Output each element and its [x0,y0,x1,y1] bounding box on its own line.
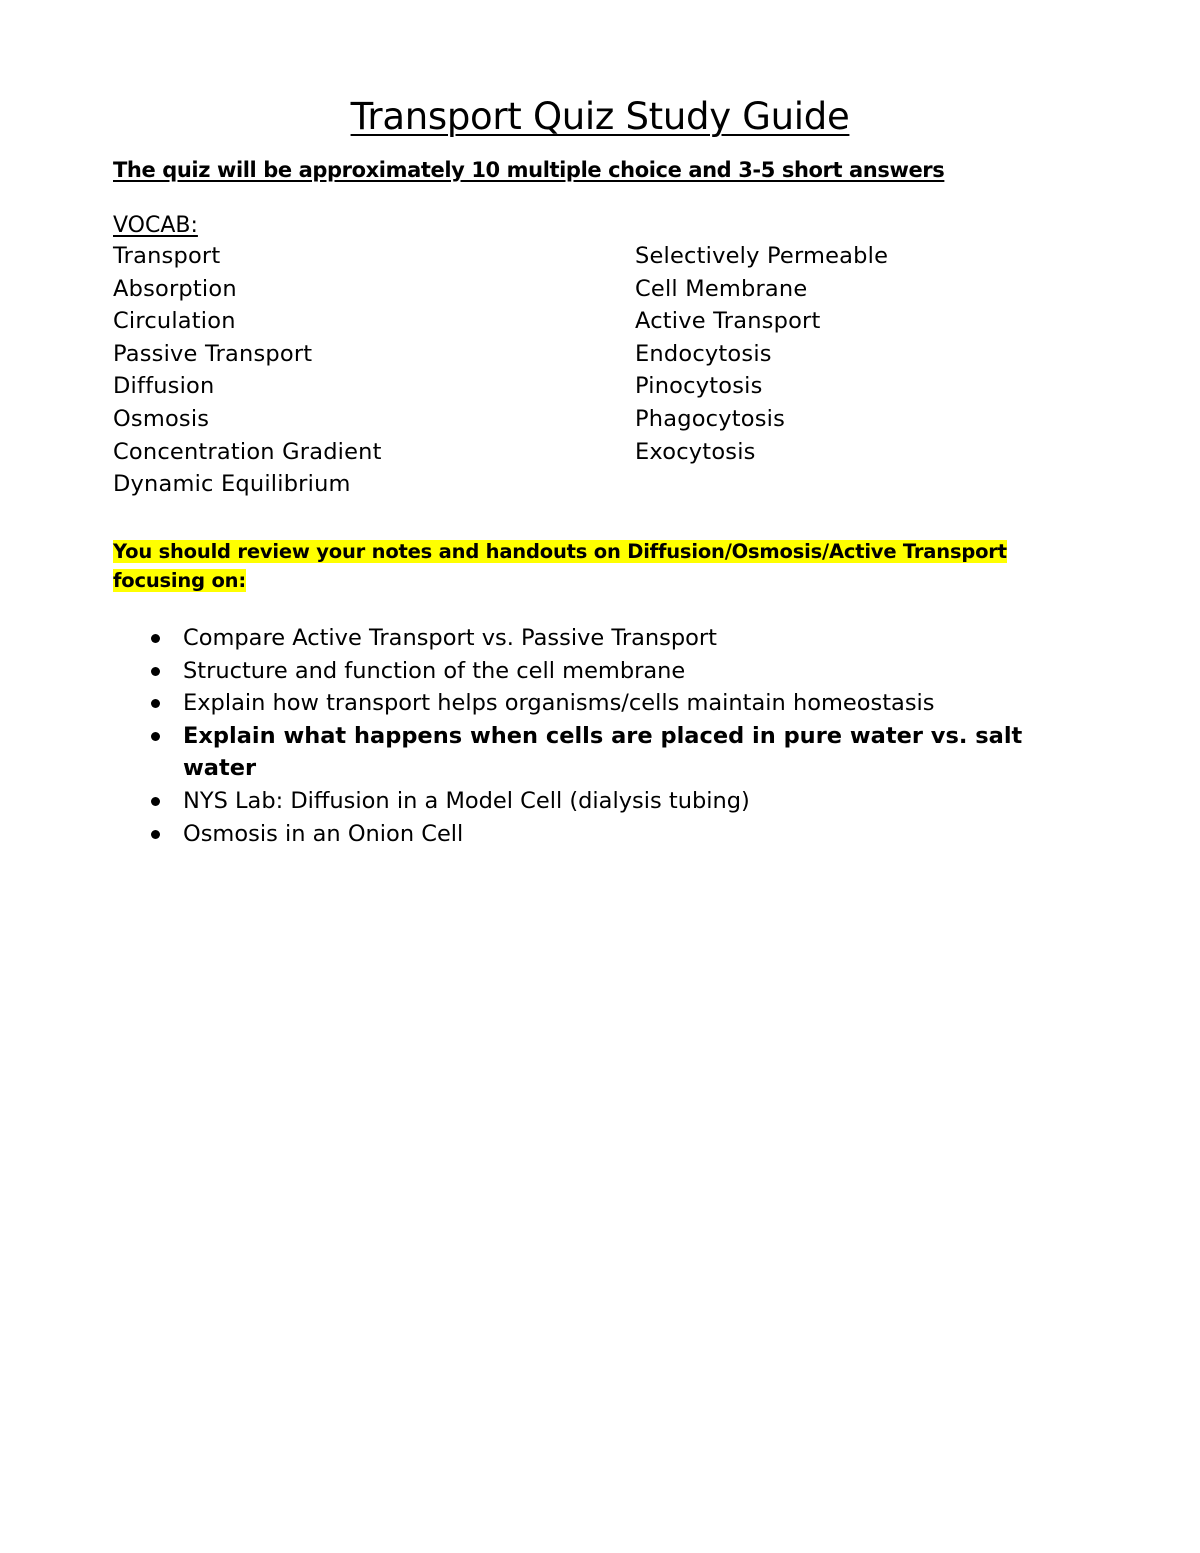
vocab-term: Transport [113,243,221,269]
vocab-term: Cell Membrane [635,275,808,302]
vocab-term: Circulation [113,308,236,335]
focus-item-emphasized [113,720,1083,785]
focus-item-text: Osmosis in an Onion Cell [183,820,464,847]
vocab-term: Active Transport [635,308,821,335]
vocab-term: Exocytosis [635,438,756,465]
vocab-term: Selectively Permeable [635,243,889,269]
page-title: Transport Quiz Study Guide [350,95,850,138]
focus-item [113,687,1083,720]
vocab-term: Osmosis [113,405,210,432]
focus-list [113,622,1083,850]
quiz-format-note: The quiz will be approximately 10 multiple choice and 3-5 short answers [113,158,945,182]
vocab-list-right [635,240,888,468]
focus-item-text: NYS Lab: Diffusion in a Model Cell (dialysis tubing) [183,787,750,814]
bullet-icon [151,634,160,643]
focus-item [113,622,1083,655]
vocab-term: Passive Transport [113,340,313,367]
review-note-highlight: You should review your notes and handouts on Diffusion/Osmosis/Active Transport focusing on: [113,540,1007,592]
vocab-term: Pinocytosis [635,373,763,400]
vocab-term: Endocytosis [635,340,772,367]
focus-item [113,655,1083,688]
vocab-term: Phagocytosis [635,405,786,432]
vocab-term: Absorption [113,275,237,302]
focus-item-text: Explain what happens when cells are placed in pure water vs. salt water [183,722,1023,782]
vocab-list-left [113,240,382,501]
vocab-heading: VOCAB: [113,213,198,238]
bullet-icon [151,797,160,806]
focus-item-text: Explain how transport helps organisms/cells maintain homeostasis [183,690,935,717]
bullet-icon [151,699,160,708]
vocab-term: Dynamic Equilibrium [113,471,351,498]
vocab-term: Concentration Gradient [113,438,382,465]
bullet-icon [151,732,160,741]
focus-item [113,818,1083,851]
focus-item [113,785,1083,818]
bullet-icon [151,830,160,839]
review-note [113,537,1073,595]
bullet-icon [151,667,160,676]
vocab-term: Diffusion [113,373,215,400]
focus-item-text: Compare Active Transport vs. Passive Transport [183,625,717,651]
focus-item-text: Structure and function of the cell membrane [183,657,686,684]
